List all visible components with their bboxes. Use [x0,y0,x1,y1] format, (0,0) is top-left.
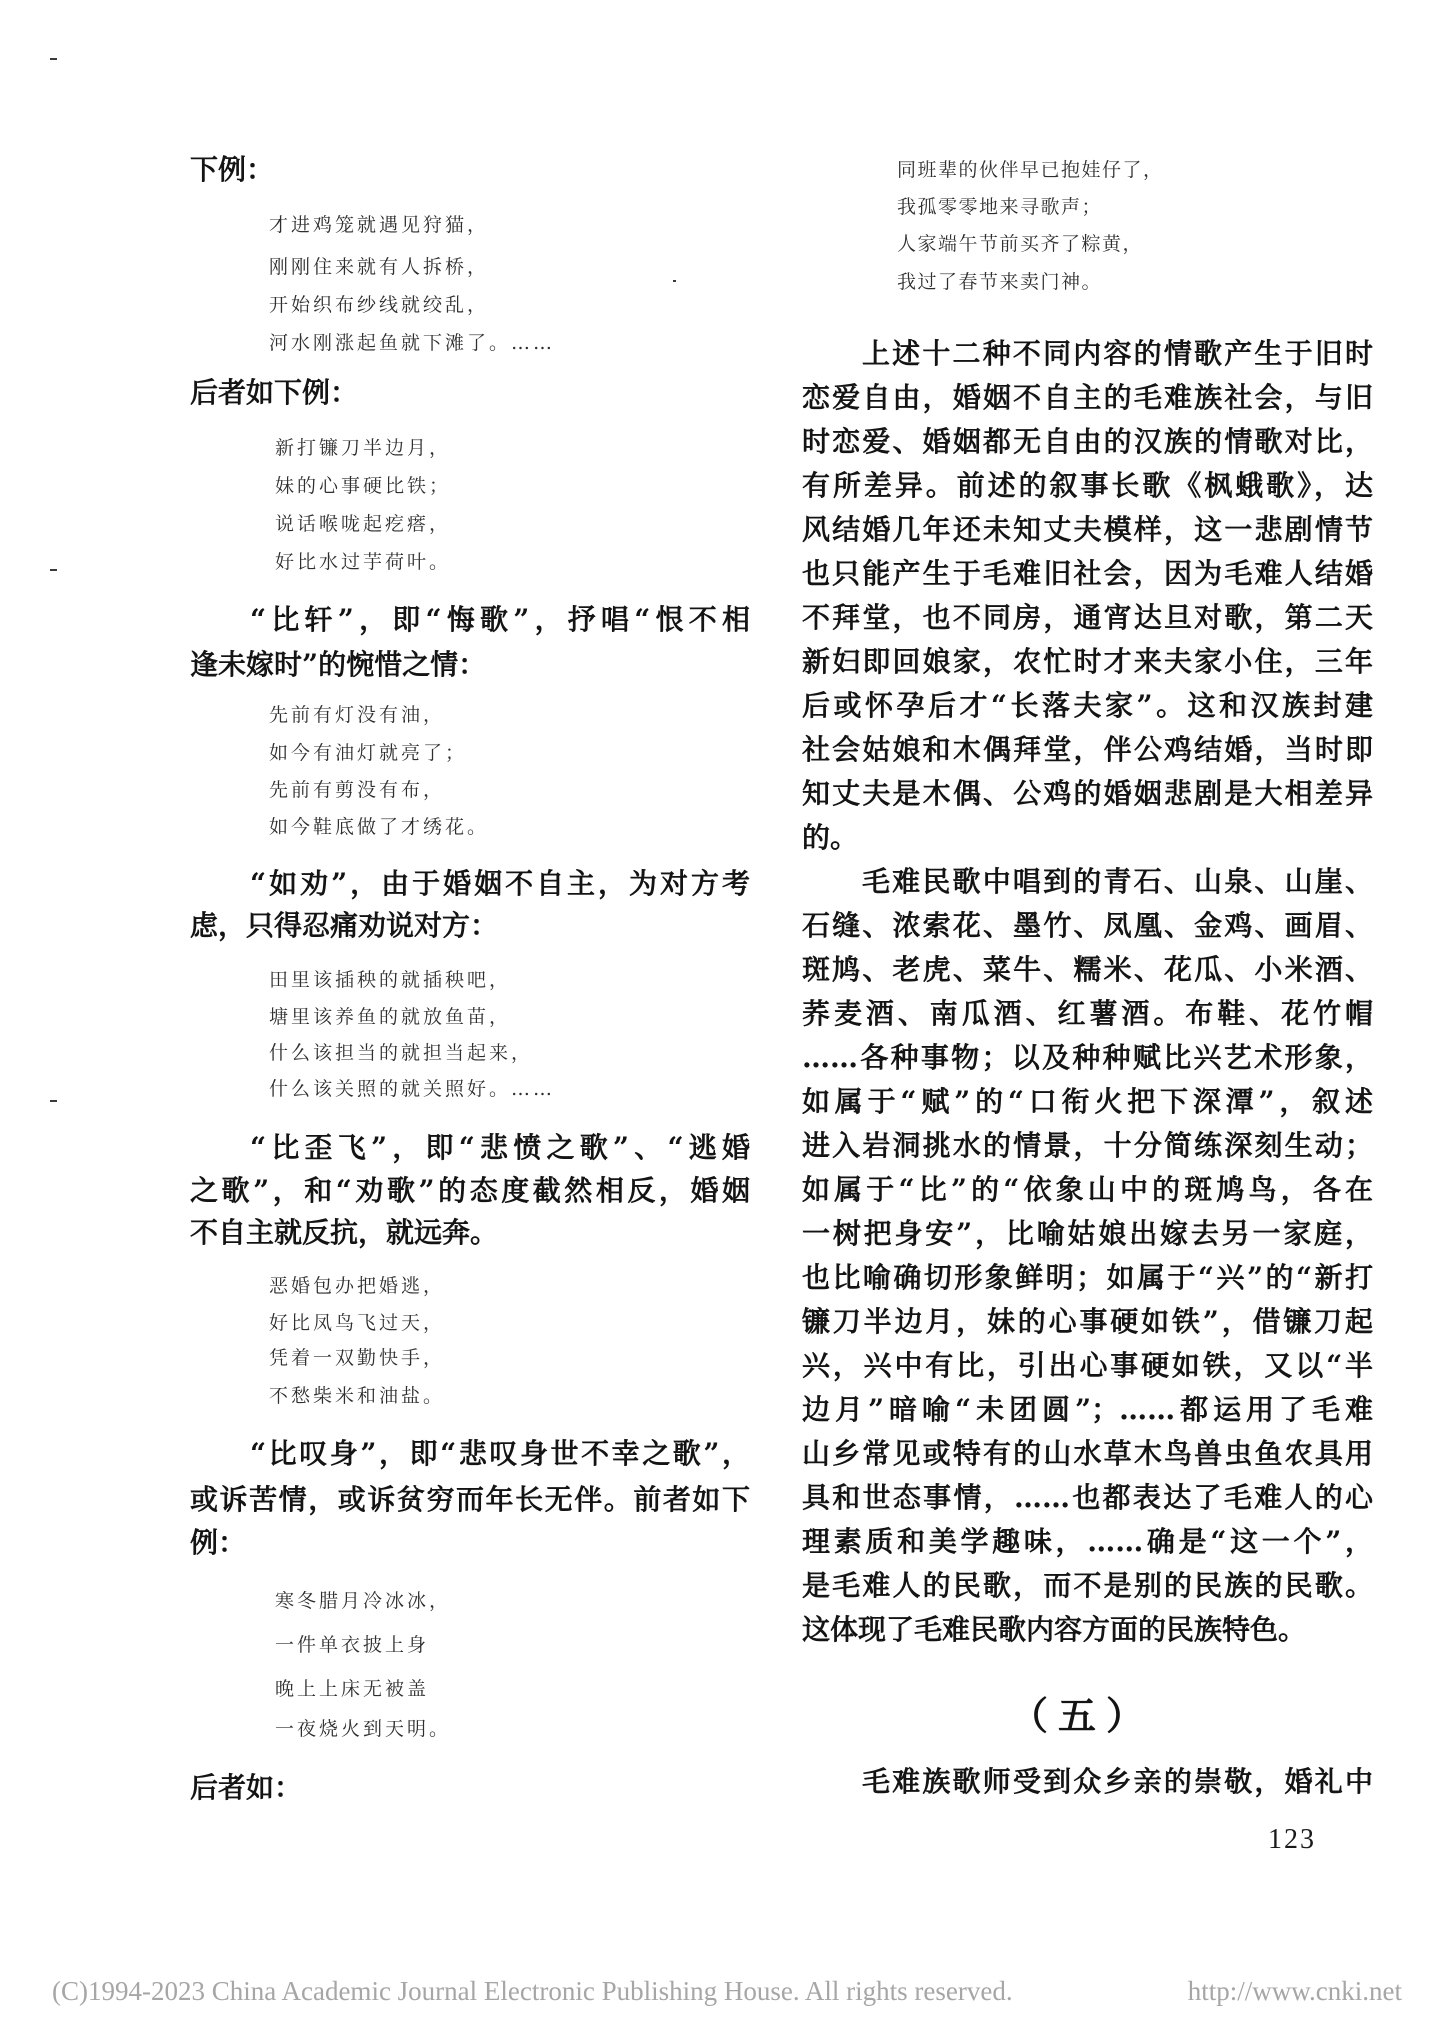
paragraph-line: 理素质和美学趣味，……确是“这一个”， [802,1525,1373,1558]
paragraph-line: 边月”暗喻“未团圆”；……都运用了毛难 [802,1393,1373,1426]
poem-line: 如今有油灯就亮了； [269,742,468,764]
poem-line: 人家端午节前买齐了粽黄， [897,233,1144,255]
poem-line: 说话喉咙起疙瘩， [275,513,452,535]
paragraph-line: 斑鸠、老虎、菜牛、糯米、花瓜、小米酒、 [802,953,1373,986]
paragraph-line: 有所差异。前述的叙事长歌《枫蛾歌》，达 [802,469,1373,502]
paragraph-line: 进入岩洞挑水的情景，十分简练深刻生动； [802,1129,1373,1162]
paragraph-line: 不自主就反抗，就远奔。 [190,1216,499,1249]
poem-line: 先前有灯没有油， [269,704,446,726]
poem-line: 先前有剪没有布， [269,779,446,801]
poem-line: 才进鸡笼就遇见狩猫， [269,214,490,236]
paragraph-line: 具和世态事情，……也都表达了毛难人的心 [802,1481,1373,1514]
poem-line: 塘里该养鱼的就放鱼苗， [269,1006,512,1028]
paragraph-line: “比轩”，即“悔歌”，抒唱“恨不相 [250,603,750,636]
paragraph-line: 的。 [802,821,859,854]
paragraph-line: 毛难民歌中唱到的青石、山泉、山崖、 [862,865,1373,898]
poem-line: 不愁柴米和油盐。 [269,1385,446,1407]
paragraph-line: 后者如下例： [190,376,359,409]
section-heading: （五） [1010,1693,1155,1738]
page-number: 123 [1268,1824,1316,1855]
scan-speck [50,1100,57,1102]
paragraph-line: 例： [190,1526,247,1559]
poem-line: 晚上上床无被盖 [275,1678,430,1700]
paragraph-line: 一树把身安”，比喻姑娘出嫁去另一家庭， [802,1217,1373,1250]
paragraph-line: 逢未嫁时”的惋惜之情： [190,648,487,681]
poem-line: 一件单衣披上身 [275,1634,430,1656]
poem-line: 新打镰刀半边月， [275,437,452,459]
paragraph-line: 风结婚几年还未知丈夫模样，这一悲剧情节 [802,513,1373,546]
poem-line: 寒冬腊月冷冰冰， [275,1590,452,1612]
poem-line: 什么该关照的就关照好。…… [269,1078,556,1100]
paragraph-line: 荞麦酒、南瓜酒、红薯酒。布鞋、花竹帽 [802,997,1373,1030]
paragraph-line: “比叹身”，即“悲叹身世不幸之歌”， [250,1437,750,1470]
footer-copyright: (C)1994-2023 China Academic Journal Electronic Publishing House. All rights reserved. [52,1976,1013,2006]
paragraph-line: 不拜堂，也不同房，通宵达旦对歌，第二天 [802,601,1373,634]
paragraph-line: 之歌”，和“劝歌”的态度截然相反，婚姻 [190,1174,750,1207]
poem-line: 什么该担当的就担当起来， [269,1042,534,1064]
paragraph-line: 山乡常见或特有的山水草木鸟兽虫鱼农具用 [802,1437,1373,1470]
poem-line: 我孤零零地来寻歌声； [897,196,1103,218]
paragraph-line: 也只能产生于毛难旧社会，因为毛难人结婚 [802,557,1373,590]
paragraph-line: 也比喻确切形象鲜明；如属于“兴”的“新打 [802,1261,1373,1294]
footer-url: http://www.cnki.net [1187,1976,1402,2006]
paragraph-line: “比歪飞”，即“悲愤之歌”、“逃婚 [250,1131,750,1164]
poem-line: 妹的心事硬比铁； [275,475,452,497]
poem-line: 河水刚涨起鱼就下滩了。…… [269,332,556,354]
scan-speck [673,280,676,282]
paragraph-line: 下例： [190,153,275,186]
paragraph-line: 毛难族歌师受到众乡亲的崇敬，婚礼中 [862,1765,1373,1798]
paragraph-line: 时恋爱、婚姻都无自由的汉族的情歌对比， [802,425,1373,458]
poem-line: 同班辈的伙伴早已抱娃仔了， [897,159,1164,181]
poem-line: 田里该插秧的就插秧吧， [269,969,512,991]
paragraph-line: 这体现了毛难民歌内容方面的民族特色。 [802,1613,1307,1646]
poem-line: 好比水过芋荷叶。 [275,551,452,573]
paragraph-line: 上述十二种不同内容的情歌产生于旧时 [862,337,1373,370]
paragraph-line: 虑，只得忍痛劝说对方： [190,909,499,942]
paragraph-line: 石缝、浓索花、墨竹、凤凰、金鸡、画眉、 [802,909,1373,942]
paragraph-line: 是毛难人的民歌，而不是别的民族的民歌。 [802,1569,1373,1602]
paragraph-line: 如属于“赋”的“口衔火把下深潭”，叙述 [802,1085,1373,1118]
paragraph-line: 或诉苦情，或诉贫穷而年长无伴。前者如下 [190,1483,750,1516]
poem-line: 一夜烧火到天明。 [275,1718,452,1740]
paragraph-line: 恋爱自由，婚姻不自主的毛难族社会，与旧 [802,381,1373,414]
paragraph-line: 如属于“比”的“依象山中的斑鸠鸟，各在 [802,1173,1373,1206]
scan-speck [50,569,57,571]
poem-line: 凭着一双勤快手， [269,1347,446,1369]
poem-line: 恶婚包办把婚逃， [269,1275,446,1297]
paragraph-line: 兴，兴中有比，引出心事硬如铁，又以“半 [802,1349,1373,1382]
paragraph-line: 社会姑娘和木偶拜堂，伴公鸡结婚，当时即 [802,733,1373,766]
scan-speck [50,58,57,60]
poem-line: 我过了春节来卖门神。 [897,271,1103,293]
poem-line: 刚刚住来就有人拆桥， [269,256,490,278]
poem-line: 开始织布纱线就绞乱， [269,294,490,316]
paragraph-line: “如劝”，由于婚姻不自主，为对方考 [250,867,750,900]
paragraph-line: 后或怀孕后才“长落夫家”。这和汉族封建 [802,689,1373,722]
paragraph-line: 后者如： [190,1771,303,1804]
poem-line: 好比凤鸟飞过天， [269,1312,446,1334]
paragraph-line: ……各种事物；以及种种赋比兴艺术形象， [802,1041,1373,1074]
poem-line: 如今鞋底做了才绣花。 [269,816,490,838]
paragraph-line: 新妇即回娘家，农忙时才来夫家小住，三年 [802,645,1373,678]
paragraph-line: 知丈夫是木偶、公鸡的婚姻悲剧是大相差异 [802,777,1373,810]
paragraph-line: 镰刀半边月，妹的心事硬如铁”，借镰刀起 [802,1305,1373,1338]
